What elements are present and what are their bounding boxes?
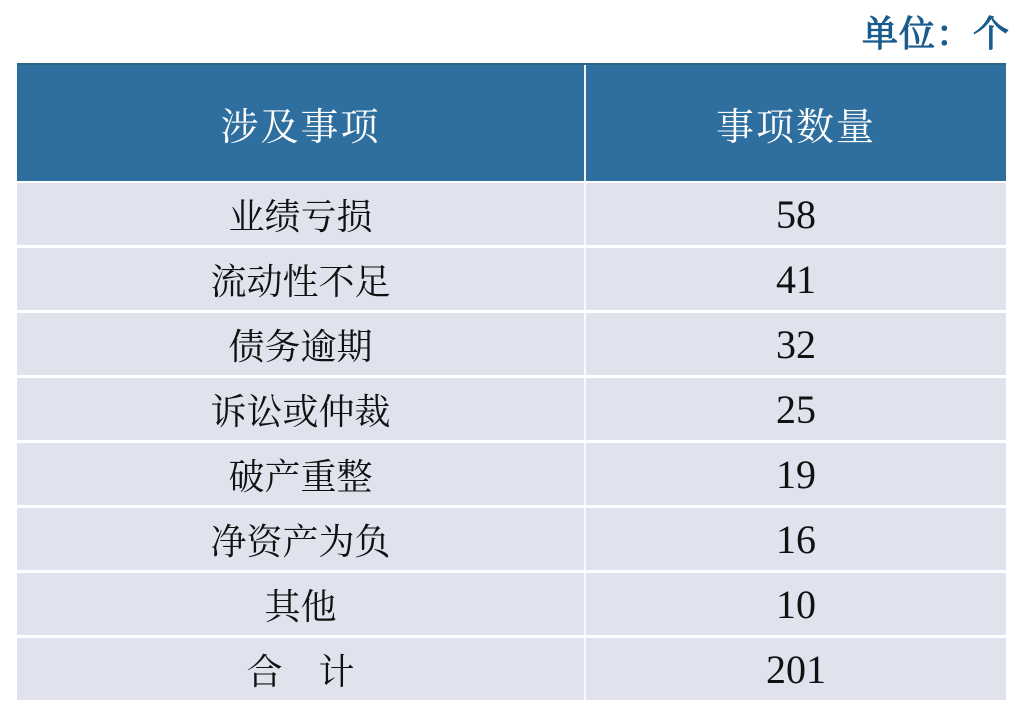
row-label: 合 计	[17, 638, 586, 700]
row-value: 201	[766, 646, 826, 692]
table-row	[17, 508, 1006, 570]
row-label: 其他	[17, 573, 586, 635]
row-value: 41	[776, 256, 816, 302]
row-value: 10	[776, 581, 816, 627]
row-value: 16	[776, 516, 816, 562]
table-row	[17, 573, 1006, 635]
table-row	[17, 248, 1006, 310]
row-label: 诉讼或仲裁	[17, 378, 586, 440]
row-value: 58	[776, 191, 816, 237]
table-row	[17, 313, 1006, 375]
row-label: 业绩亏损	[17, 183, 586, 245]
header-cell-count: 事项数量	[715, 106, 876, 149]
row-label: 净资产为负	[17, 508, 586, 570]
row-value: 19	[776, 451, 816, 497]
table-row	[17, 443, 1006, 505]
table-header-row	[17, 63, 1006, 181]
table-row	[17, 378, 1006, 440]
header-cell-item: 涉及事项	[17, 65, 586, 181]
table-row-total	[17, 638, 1006, 700]
row-label: 债务逾期	[17, 313, 586, 375]
row-label: 流动性不足	[17, 248, 586, 310]
table-row	[17, 183, 1006, 245]
row-value: 25	[776, 386, 816, 432]
row-label: 破产重整	[17, 443, 586, 505]
row-value: 32	[776, 321, 816, 367]
data-table	[17, 63, 1006, 703]
unit-note: 单位：个	[861, 13, 1010, 54]
